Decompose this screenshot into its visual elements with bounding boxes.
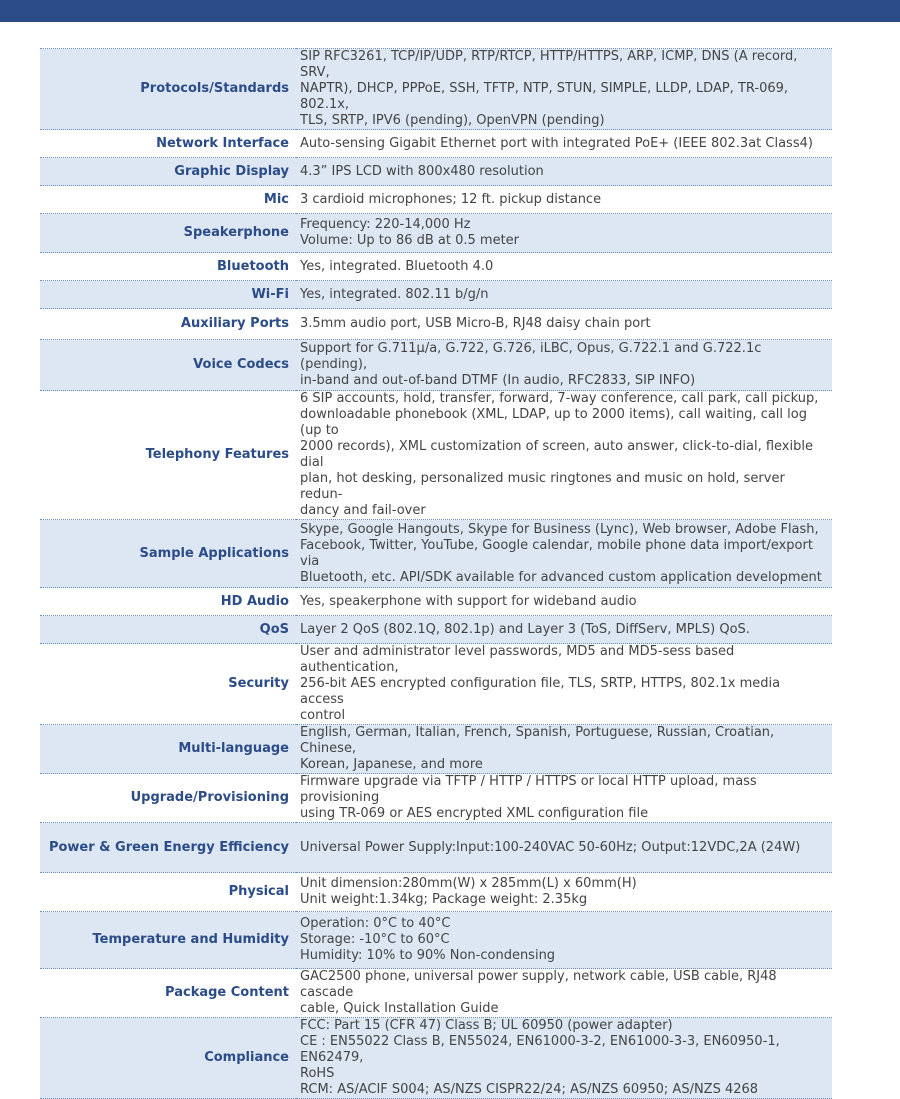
spec-value-line: Layer 2 QoS (802.1Q, 802.1p) and Layer 3 (ToS, DiffServ, MPLS) QoS. bbox=[300, 621, 750, 637]
spec-label: QoS bbox=[40, 616, 296, 644]
spec-value bbox=[296, 158, 832, 186]
spec-value-line: Korean, Japanese, and more bbox=[300, 757, 483, 772]
spec-value-line: Yes, integrated. Bluetooth 4.0 bbox=[300, 258, 494, 274]
spec-value-line: RoHS bbox=[300, 1066, 335, 1081]
spec-row bbox=[40, 253, 832, 281]
spec-row bbox=[40, 725, 832, 774]
spec-label: Multi-language bbox=[40, 725, 296, 774]
spec-value bbox=[296, 644, 832, 725]
spec-value-line: Volume: Up to 86 dB at 0.5 meter bbox=[300, 233, 520, 248]
spec-value-line: TLS, SRTP, IPV6 (pending), OpenVPN (pending) bbox=[300, 113, 605, 128]
spec-value-line: Bluetooth, etc. API/SDK available for advanced custom application development bbox=[300, 569, 822, 585]
spec-value-line: using TR-069 or AES encrypted XML configuration file bbox=[300, 806, 649, 821]
spec-value-line: Yes, speakerphone with support for wideband audio bbox=[300, 593, 637, 609]
spec-value bbox=[296, 130, 832, 158]
spec-row bbox=[40, 520, 832, 588]
spec-value bbox=[296, 616, 832, 644]
spec-label: Temperature and Humidity bbox=[40, 912, 296, 969]
spec-value-line: downloadable phonebook (XML, LDAP, up to 2000 items), call waiting, call log (up to bbox=[300, 407, 807, 438]
spec-value bbox=[296, 588, 832, 616]
spec-value-line: 3 cardioid microphones; 12 ft. pickup distance bbox=[300, 191, 602, 207]
spec-value-line: 2000 records), XML customization of screen, auto answer, click-to-dial, flexible dial bbox=[300, 439, 813, 470]
spec-label: Telephony Features bbox=[40, 391, 296, 520]
spec-value bbox=[296, 912, 832, 969]
spec-value-line: plan, hot desking, personalized music ringtones and music on hold, server redun- bbox=[300, 471, 785, 502]
spec-value bbox=[296, 774, 832, 823]
spec-label: Voice Codecs bbox=[40, 340, 296, 391]
spec-value bbox=[296, 281, 832, 309]
spec-row bbox=[40, 281, 832, 309]
spec-value-line: in-band and out-of-band DTMF (In audio, RFC2833, SIP INFO) bbox=[300, 373, 696, 388]
spec-row bbox=[40, 823, 832, 873]
spec-value bbox=[296, 186, 832, 214]
spec-table bbox=[40, 48, 832, 1099]
spec-row bbox=[40, 214, 832, 253]
spec-row bbox=[40, 49, 832, 130]
spec-value bbox=[296, 253, 832, 281]
spec-value-line: Storage: -10°C to 60°C bbox=[300, 932, 450, 947]
spec-value-line: GAC2500 phone, universal power supply, network cable, USB cable, RJ48 cascade bbox=[300, 969, 777, 1000]
spec-row bbox=[40, 309, 832, 340]
spec-row bbox=[40, 644, 832, 725]
spec-value-line: Frequency: 220-14,000 Hz bbox=[300, 217, 471, 232]
spec-value-line: FCC: Part 15 (CFR 47) Class B; UL 60950 (power adapter) bbox=[300, 1018, 673, 1033]
spec-value-line: dancy and fail-over bbox=[300, 503, 426, 518]
spec-value bbox=[296, 49, 832, 130]
spec-value bbox=[296, 823, 832, 873]
spec-value-line: 6 SIP accounts, hold, transfer, forward, 7-way conference, call park, call pickup, bbox=[300, 391, 819, 406]
spec-value-line: Yes, integrated. 802.11 b/g/n bbox=[300, 286, 489, 302]
spec-value-line: cable, Quick Installation Guide bbox=[300, 1001, 499, 1016]
spec-value-line: Skype, Google Hangouts, Skype for Business (Lync), Web browser, Adobe Flash, bbox=[300, 521, 819, 537]
spec-row bbox=[40, 588, 832, 616]
spec-label: Auxiliary Ports bbox=[40, 309, 296, 340]
spec-value-line: User and administrator level passwords, MD5 and MD5-sess based authentication, bbox=[300, 644, 735, 675]
spec-value-line: Firmware upgrade via TFTP / HTTP / HTTPS or local HTTP upload, mass provisioning bbox=[300, 774, 757, 805]
spec-value-line: Humidity: 10% to 90% Non-condensing bbox=[300, 948, 556, 963]
spec-label: Sample Applications bbox=[40, 520, 296, 588]
spec-value-line: NAPTR), DHCP, PPPoE, SSH, TFTP, NTP, STUN, SIMPLE, LLDP, LDAP, TR-069, 802.1x, bbox=[300, 81, 789, 112]
spec-label: Bluetooth bbox=[40, 253, 296, 281]
spec-row bbox=[40, 912, 832, 969]
spec-label: Network Interface bbox=[40, 130, 296, 158]
spec-label: Graphic Display bbox=[40, 158, 296, 186]
spec-value-line: RCM: AS/ACIF S004; AS/NZS CISPR22/24; AS/NZS 60950; AS/NZS 4268 bbox=[300, 1082, 759, 1097]
spec-value bbox=[296, 1018, 832, 1099]
spec-value-line: Unit dimension:280mm(W) x 285mm(L) x 60mm(H) bbox=[300, 876, 637, 891]
spec-row bbox=[40, 186, 832, 214]
spec-row bbox=[40, 873, 832, 912]
spec-label: Compliance bbox=[40, 1018, 296, 1099]
spec-value-line: Operation: 0°C to 40°C bbox=[300, 916, 451, 931]
spec-value bbox=[296, 391, 832, 520]
spec-value bbox=[296, 214, 832, 253]
spec-value-line: control bbox=[300, 708, 346, 723]
spec-label: Speakerphone bbox=[40, 214, 296, 253]
spec-label: Wi-Fi bbox=[40, 281, 296, 309]
spec-row bbox=[40, 340, 832, 391]
spec-value-line: 3.5mm audio port, USB Micro-B, RJ48 daisy chain port bbox=[300, 316, 651, 331]
spec-row bbox=[40, 969, 832, 1018]
spec-value bbox=[296, 340, 832, 391]
spec-value bbox=[296, 969, 832, 1018]
spec-value-line: English, German, Italian, French, Spanish, Portuguese, Russian, Croatian, Chinese, bbox=[300, 725, 775, 756]
spec-row bbox=[40, 1018, 832, 1099]
spec-value-line: Universal Power Supply:Input:100-240VAC 50-60Hz; Output:12VDC,2A (24W) bbox=[300, 839, 801, 855]
spec-value-line: Support for G.711µ/a, G.722, G.726, iLBC, Opus, G.722.1 and G.722.1c (pending), bbox=[300, 341, 762, 372]
spec-label: Upgrade/Provisioning bbox=[40, 774, 296, 823]
spec-row bbox=[40, 616, 832, 644]
spec-value-line: Facebook, Twitter, YouTube, Google calendar, mobile phone data import/export via bbox=[300, 537, 813, 569]
spec-row bbox=[40, 774, 832, 823]
spec-row bbox=[40, 130, 832, 158]
spec-value bbox=[296, 873, 832, 912]
spec-label: Mic bbox=[40, 186, 296, 214]
spec-value-line: SIP RFC3261, TCP/IP/UDP, RTP/RTCP, HTTP/HTTPS, ARP, ICMP, DNS (A record, SRV, bbox=[300, 49, 798, 80]
spec-label: Power & Green Energy Efficiency bbox=[40, 823, 296, 873]
spec-value bbox=[296, 520, 832, 588]
spec-value-line: 256-bit AES encrypted configuration file, TLS, SRTP, HTTPS, 802.1x media access bbox=[300, 676, 781, 707]
spec-value bbox=[296, 309, 832, 340]
spec-label: HD Audio bbox=[40, 588, 296, 616]
spec-value bbox=[296, 725, 832, 774]
spec-row bbox=[40, 158, 832, 186]
spec-label: Protocols/Standards bbox=[40, 49, 296, 130]
spec-label: Physical bbox=[40, 873, 296, 912]
spec-label: Package Content bbox=[40, 969, 296, 1018]
header-bar bbox=[0, 0, 900, 22]
spec-value-line: 4.3” IPS LCD with 800x480 resolution bbox=[300, 163, 544, 179]
spec-value-line: Unit weight:1.34kg; Package weight: 2.35kg bbox=[300, 892, 588, 907]
spec-value-line: CE : EN55022 Class B, EN55024, EN61000-3-2, EN61000-3-3, EN60950-1, EN62479, bbox=[300, 1034, 780, 1065]
spec-value-line: Auto-sensing Gigabit Ethernet port with integrated PoE+ (IEEE 802.3at Class4) bbox=[300, 135, 813, 151]
spec-table-body bbox=[40, 49, 832, 1099]
spec-row bbox=[40, 391, 832, 520]
spec-label: Security bbox=[40, 644, 296, 725]
